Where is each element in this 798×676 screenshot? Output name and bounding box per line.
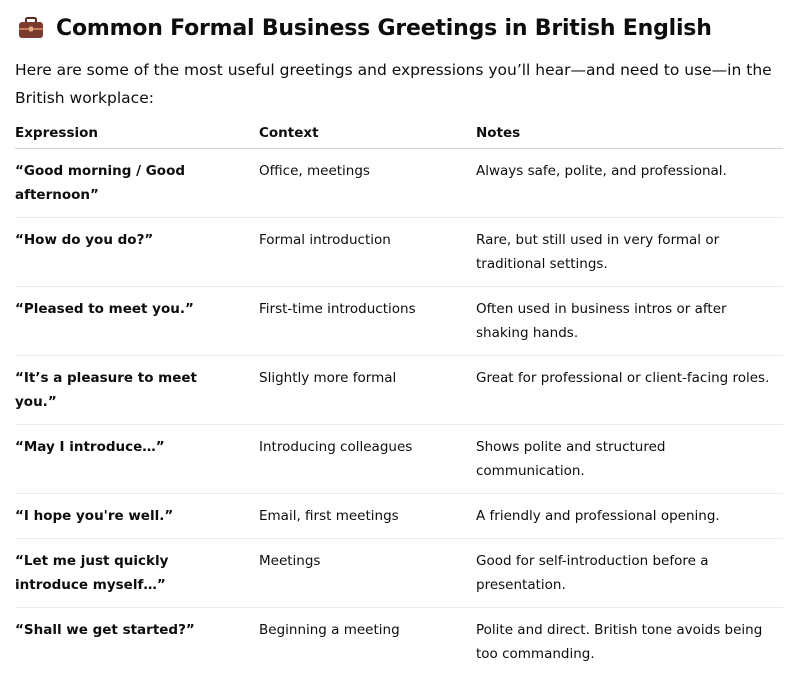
- heading: [15, 14, 783, 42]
- notes-cell: Great for professional or client-facing roles.: [476, 356, 783, 425]
- expression-cell: “Pleased to meet you.”: [15, 287, 259, 356]
- page-title: Common Formal Business Greetings in British English: [56, 16, 712, 41]
- notes-cell: Rare, but still used in very formal or traditional settings.: [476, 218, 783, 287]
- table-row: [15, 539, 783, 608]
- expression-cell: “How do you do?”: [15, 218, 259, 287]
- notes-cell: Good for self-introduction before a presentation.: [476, 539, 783, 608]
- table-row: [15, 218, 783, 287]
- table-row: [15, 356, 783, 425]
- table-row: [15, 287, 783, 356]
- greetings-table: [15, 119, 783, 676]
- table-row: [15, 149, 783, 218]
- document: [15, 0, 783, 676]
- notes-cell: Shows polite and structured communication.: [476, 425, 783, 494]
- context-cell: Introducing colleagues: [259, 425, 476, 494]
- context-cell: Office, meetings: [259, 149, 476, 218]
- intro-paragraph: Here are some of the most useful greetings and expressions you’ll hear—and need to use—in the British workplace:: [15, 56, 775, 112]
- expression-cell: “It’s a pleasure to meet you.”: [15, 356, 259, 425]
- column-header-notes: Notes: [476, 119, 783, 149]
- expression-cell: “Let me just quickly introduce myself…”: [15, 539, 259, 608]
- column-header-expression: Expression: [15, 119, 259, 149]
- context-cell: Slightly more formal: [259, 356, 476, 425]
- column-header-context: Context: [259, 119, 476, 149]
- notes-cell: A friendly and professional opening.: [476, 494, 783, 539]
- context-cell: Formal introduction: [259, 218, 476, 287]
- notes-cell: Always safe, polite, and professional.: [476, 149, 783, 218]
- context-cell: Beginning a meeting: [259, 608, 476, 676]
- expression-cell: “Shall we get started?”: [15, 608, 259, 676]
- table-row: [15, 608, 783, 676]
- table-row: [15, 494, 783, 539]
- context-cell: First-time introductions: [259, 287, 476, 356]
- table-row: [15, 425, 783, 494]
- expression-cell: “I hope you're well.”: [15, 494, 259, 539]
- expression-cell: “May I introduce…”: [15, 425, 259, 494]
- notes-cell: Often used in business intros or after shaking hands.: [476, 287, 783, 356]
- table-header-row: [15, 119, 783, 149]
- briefcase-icon: [18, 17, 44, 39]
- expression-cell: “Good morning / Good afternoon”: [15, 149, 259, 218]
- context-cell: Email, first meetings: [259, 494, 476, 539]
- context-cell: Meetings: [259, 539, 476, 608]
- notes-cell: Polite and direct. British tone avoids being too commanding.: [476, 608, 783, 676]
